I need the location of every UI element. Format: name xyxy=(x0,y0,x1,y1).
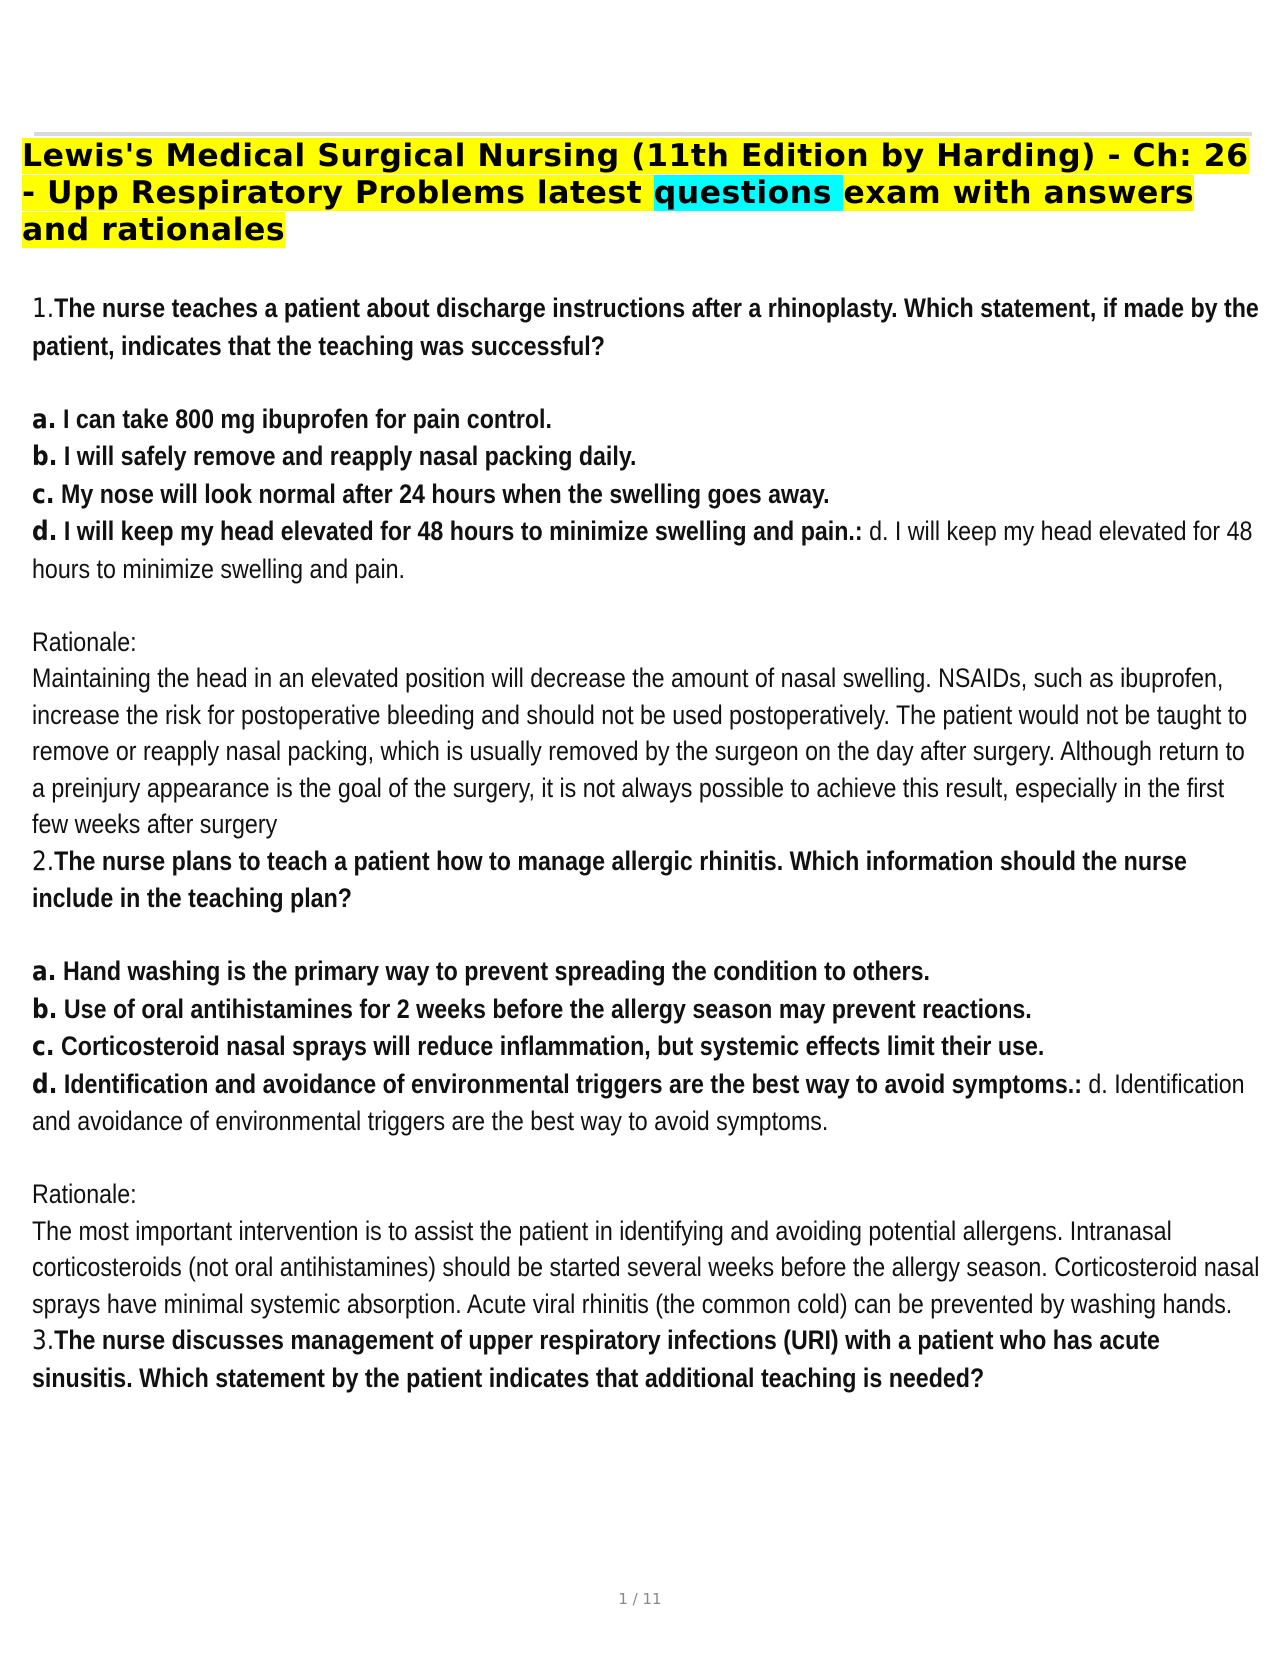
option-c xyxy=(32,1028,1262,1066)
option-text: I will keep my head elevated for 48 hours to minimize swelling and pain.: xyxy=(57,516,863,546)
title-search-match: questions xyxy=(653,175,844,211)
rationale-label: Rationale: xyxy=(32,626,137,657)
option-a xyxy=(32,401,1262,439)
option-letter: c. xyxy=(32,478,55,510)
option-a xyxy=(32,953,1262,991)
option-letter: a. xyxy=(32,956,57,987)
question-number: 3. xyxy=(32,1325,55,1356)
page-indicator: 1 / 11 xyxy=(618,1590,662,1608)
question-stem: The nurse plans to teach a patient how to manage allergic rhinitis. Which information should the nurse include in the teaching plan? xyxy=(32,845,1187,913)
option-text: My nose will look normal after 24 hours when the swelling goes away. xyxy=(54,478,830,509)
option-text: Corticosteroid nasal sprays will reduce inflammation, but systemic effects limit their use. xyxy=(54,1031,1045,1061)
answer-text: d. Identification and avoidance of environmental triggers are the best way to avoid symptoms. xyxy=(32,1068,1245,1136)
top-divider xyxy=(34,132,1252,136)
option-letter: a. xyxy=(32,403,57,435)
document-title xyxy=(22,138,1262,249)
option-letter: b. xyxy=(32,993,58,1025)
option-text: Use of oral antihistamines for 2 weeks before the allergy season may prevent reactions. xyxy=(57,993,1032,1024)
question-stem: The nurse teaches a patient about discharge instructions after a rhinoplasty. Which statement, if made by the patient, indicates that the teaching was successful? xyxy=(32,293,1259,361)
title-text-highlighted: Lewis's Medical Surgical Nursing (11th Edition by Harding) - Ch: 26 - Upp Respiratory Problems latest xyxy=(22,138,1249,211)
option-text: I can take 800 mg ibuprofen for pain control. xyxy=(56,403,552,434)
question-3 xyxy=(32,1322,1262,1396)
rationale-text: Maintaining the head in an elevated position will decrease the amount of nasal swelling. NSAIDs, such as ibuprofen, increase the risk for postoperative bleeding and should not be used postoperatively. The patient would not be taught to remove or reapply nasal packing, which is usually removed by the surgeon on the day after surgery. Although return to a preinjury appearance is the goal of the surgery, it is not always possible to achieve this result, especially in the first few weeks after surgery xyxy=(32,663,1248,839)
option-letter: c. xyxy=(32,1031,55,1062)
option-d xyxy=(32,1066,1262,1140)
option-letter: b. xyxy=(32,441,58,472)
document-body xyxy=(32,290,1262,1396)
rationale-label: Rationale: xyxy=(32,1179,137,1209)
question-text xyxy=(32,290,1262,364)
question-text xyxy=(32,1322,1262,1396)
rationale-text: The most important intervention is to assist the patient in identifying and avoiding potential allergens. Intranasal corticosteroids (not oral antihistamines) should be started several weeks before the allergy season. Corticosteroid nasal sprays have minimal systemic absorption. Acute viral rhinitis (the common cold) can be prevented by washing hands. xyxy=(32,1215,1260,1319)
option-c xyxy=(32,476,1262,514)
question-text xyxy=(32,843,1262,917)
answer-text: d. I will keep my head elevated for 48 hours to minimize swelling and pain. xyxy=(32,516,1253,584)
option-d xyxy=(32,513,1262,587)
option-letter: d. xyxy=(32,1068,58,1100)
question-number: 1. xyxy=(32,293,55,324)
question-stem: The nurse discusses management of upper respiratory infections (URI) with a patient who has acute sinusitis. Which statement by the patient indicates that additional teaching is needed? xyxy=(32,1325,1160,1393)
question-1 xyxy=(32,290,1262,843)
option-b xyxy=(32,991,1262,1029)
option-text: I will safely remove and reapply nasal packing daily. xyxy=(57,441,637,471)
option-text: Identification and avoidance of environmental triggers are the best way to avoid symptoms.: xyxy=(57,1068,1082,1099)
option-text: Hand washing is the primary way to prevent spreading the condition to others. xyxy=(56,956,930,986)
question-number: 2. xyxy=(32,845,55,877)
title-text-highlighted-end: exam with answers and rationales xyxy=(22,175,1195,248)
option-b xyxy=(32,438,1262,476)
question-2 xyxy=(32,843,1262,1323)
option-letter: d. xyxy=(32,516,58,547)
